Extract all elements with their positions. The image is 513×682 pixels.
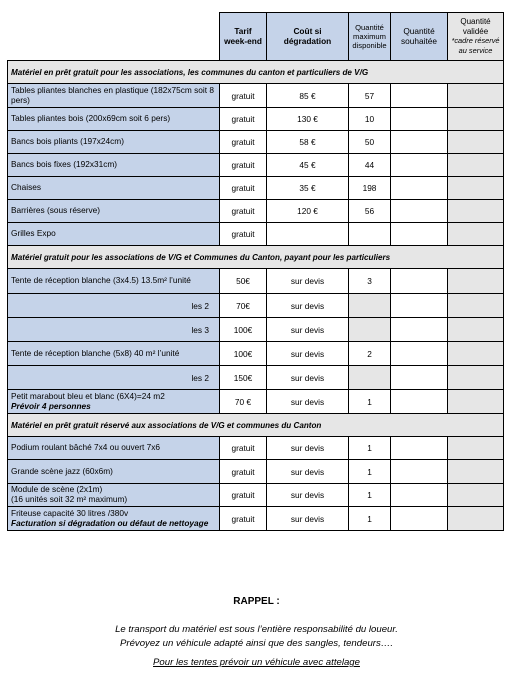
item-qvalidee-field — [448, 200, 504, 223]
item-name-cell — [8, 460, 220, 484]
item-name: Podium roulant bâché 7x4 ou ouvert 7x6 — [11, 442, 160, 453]
item-qvalidee-field — [448, 269, 504, 294]
table-row — [8, 294, 504, 318]
item-qsouhaitee-field — [391, 460, 448, 484]
item-name: Tables pliantes blanches en plastique (182x75cm soit 8 pers) — [11, 84, 214, 105]
section-header-row — [8, 61, 504, 84]
item-cout: sur devis — [267, 269, 349, 294]
item-qvalidee-field — [448, 108, 504, 131]
table-row — [8, 108, 504, 131]
item-qmax — [349, 223, 391, 246]
item-name: Module de scène (2x1m) — [11, 484, 103, 495]
item-tarif: gratuit — [220, 223, 267, 246]
item-qmax: 1 — [349, 507, 391, 531]
item-qmax: 1 — [349, 460, 391, 484]
item-name: Tables pliantes bois (200x69cm soit 6 pers) — [11, 113, 171, 124]
item-cout: sur devis — [267, 437, 349, 460]
item-tarif: gratuit — [220, 131, 267, 154]
item-tarif: gratuit — [220, 484, 267, 507]
item-name: Bancs bois pliants (197x24cm) — [11, 136, 124, 147]
item-name-cell — [8, 131, 220, 154]
item-qvalidee-field — [448, 294, 504, 318]
table-row — [8, 84, 504, 108]
item-cout: sur devis — [267, 342, 349, 366]
item-qmax: 44 — [349, 154, 391, 177]
item-cout: sur devis — [267, 460, 349, 484]
item-qvalidee-field — [448, 84, 504, 108]
item-qsouhaitee-field — [391, 108, 448, 131]
item-tarif: gratuit — [220, 437, 267, 460]
item-qmax: 1 — [349, 437, 391, 460]
item-name: les 2 — [191, 372, 209, 383]
item-qmax: 57 — [349, 84, 391, 108]
item-qvalidee-field — [448, 177, 504, 200]
item-name: Bancs bois fixes (192x31cm) — [11, 159, 118, 170]
item-name: Friteuse capacité 30 litres /380v — [11, 507, 129, 518]
item-name-cell — [8, 177, 220, 200]
item-cout: 35 € — [267, 177, 349, 200]
item-name-cell — [8, 342, 220, 366]
item-qvalidee-field — [448, 366, 504, 390]
equipment-table — [7, 12, 504, 531]
table-row — [8, 366, 504, 390]
item-cout: 45 € — [267, 154, 349, 177]
item-qvalidee-field — [448, 131, 504, 154]
item-cout: 58 € — [267, 131, 349, 154]
section-header-row — [8, 414, 504, 437]
item-tarif: gratuit — [220, 177, 267, 200]
item-name-cell — [8, 437, 220, 460]
item-qmax — [349, 294, 391, 318]
table-row — [8, 318, 504, 342]
item-name: Tente de réception blanche (3x4.5) 13.5m² l’unité — [11, 275, 191, 286]
item-name-cell — [8, 318, 220, 342]
section-title: Matériel en prêt gratuit réservé aux associations de V/G et communes du Canton — [8, 414, 504, 437]
item-qvalidee-field — [448, 484, 504, 507]
table-row — [8, 484, 504, 507]
item-tarif: 150€ — [220, 366, 267, 390]
item-cout: sur devis — [267, 294, 349, 318]
item-cout: 130 € — [267, 108, 349, 131]
item-qvalidee-field — [448, 437, 504, 460]
section-title: Matériel en prêt gratuit pour les associations, les communes du canton et particuliers de V/G — [8, 61, 504, 84]
header-qvalidee-note: *cadre réservé au service — [451, 36, 500, 56]
item-note: Prévoir 4 personnes — [11, 400, 91, 411]
item-qmax: 3 — [349, 269, 391, 294]
item-name-cell — [8, 484, 220, 507]
item-name: Grande scène jazz (60x6m) — [11, 465, 113, 476]
item-qvalidee-field — [448, 507, 504, 531]
item-qmax: 50 — [349, 131, 391, 154]
item-tarif: gratuit — [220, 507, 267, 531]
item-qmax — [349, 318, 391, 342]
header-qvalidee-label: Quantité validée — [460, 17, 491, 36]
item-name: Chaises — [11, 182, 41, 193]
table-row — [8, 131, 504, 154]
item-qsouhaitee-field — [391, 154, 448, 177]
table-row — [8, 460, 504, 484]
item-qsouhaitee-field — [391, 200, 448, 223]
item-qmax: 1 — [349, 484, 391, 507]
item-qsouhaitee-field — [391, 269, 448, 294]
item-name-cell — [8, 269, 220, 294]
rappel-title: RAPPEL : — [233, 596, 280, 607]
item-tarif: gratuit — [220, 84, 267, 108]
item-cout: sur devis — [267, 507, 349, 531]
table-row — [8, 223, 504, 246]
item-qmax: 10 — [349, 108, 391, 131]
item-qvalidee-field — [448, 223, 504, 246]
item-qsouhaitee-field — [391, 84, 448, 108]
item-qsouhaitee-field — [391, 318, 448, 342]
item-name-cell — [8, 154, 220, 177]
item-qmax: 198 — [349, 177, 391, 200]
item-qsouhaitee-field — [391, 437, 448, 460]
item-name-cell — [8, 108, 220, 131]
table-row — [8, 154, 504, 177]
item-name-cell — [8, 507, 220, 531]
item-qsouhaitee-field — [391, 223, 448, 246]
item-qvalidee-field — [448, 342, 504, 366]
item-qsouhaitee-field — [391, 390, 448, 414]
rappel-line-2: Prévoyez un véhicule adapté ainsi que des sangles, tendeurs…. — [119, 638, 394, 649]
item-qvalidee-field — [448, 318, 504, 342]
item-name-cell — [8, 390, 220, 414]
item-qvalidee-field — [448, 460, 504, 484]
section-header-row — [8, 246, 504, 269]
item-name: Tente de réception blanche (5x8) 40 m² l’unité — [11, 347, 180, 358]
item-cout — [267, 223, 349, 246]
item-name: les 3 — [191, 324, 209, 335]
item-name-cell — [8, 84, 220, 108]
item-qsouhaitee-field — [391, 177, 448, 200]
item-qmax: 1 — [349, 390, 391, 414]
item-name: les 2 — [191, 300, 209, 311]
item-qvalidee-field — [448, 390, 504, 414]
item-note: Facturation si dégradation ou défaut de nettoyage — [11, 517, 209, 528]
item-qvalidee-field — [448, 154, 504, 177]
table-row — [8, 200, 504, 223]
item-name-cell — [8, 223, 220, 246]
item-qsouhaitee-field — [391, 294, 448, 318]
item-qsouhaitee-field — [391, 484, 448, 507]
item-qmax: 2 — [349, 342, 391, 366]
item-tarif: gratuit — [220, 108, 267, 131]
item-qsouhaitee-field — [391, 507, 448, 531]
item-cout: sur devis — [267, 390, 349, 414]
item-cout: sur devis — [267, 318, 349, 342]
item-cout: sur devis — [267, 366, 349, 390]
rappel-line-1: Le transport du matériel est sous l’entière responsabilité du loueur. — [115, 624, 398, 635]
item-cout: 85 € — [267, 84, 349, 108]
table-row — [8, 437, 504, 460]
header-cout: Coût si dégradation — [267, 13, 349, 61]
item-qmax: 56 — [349, 200, 391, 223]
item-name: Petit marabout bleu et blanc (6X4)=24 m2 — [11, 390, 165, 401]
item-tarif: 100€ — [220, 342, 267, 366]
item-cout: 120 € — [267, 200, 349, 223]
table-row — [8, 269, 504, 294]
item-tarif: gratuit — [220, 460, 267, 484]
item-name-detail: (16 unités soit 32 m² maximum) — [11, 494, 128, 504]
header-qsouhaitee: Quantité souhaitée — [391, 13, 448, 61]
item-name: Barrières (sous réserve) — [11, 205, 100, 216]
item-name-cell — [8, 366, 220, 390]
item-tarif: gratuit — [220, 154, 267, 177]
header-qvalidee — [448, 13, 504, 61]
table-row — [8, 390, 504, 414]
table-row — [8, 177, 504, 200]
item-name: Grilles Expo — [11, 228, 56, 239]
table-row — [8, 507, 504, 531]
item-tarif: gratuit — [220, 200, 267, 223]
item-name-cell — [8, 294, 220, 318]
item-cout: sur devis — [267, 484, 349, 507]
rappel-line-3: Pour les tentes prévoir un véhicule avec attelage — [153, 657, 360, 668]
header-tarif: Tarif week-end — [220, 13, 267, 61]
item-qsouhaitee-field — [391, 366, 448, 390]
item-tarif: 70€ — [220, 294, 267, 318]
item-tarif: 50€ — [220, 269, 267, 294]
item-tarif: 100€ — [220, 318, 267, 342]
header-blank-cell — [8, 13, 220, 61]
table-row — [8, 342, 504, 366]
header-qmax: Quantité maximum disponible — [349, 13, 391, 61]
item-tarif: 70 € — [220, 390, 267, 414]
item-qsouhaitee-field — [391, 342, 448, 366]
item-qmax — [349, 366, 391, 390]
item-qsouhaitee-field — [391, 131, 448, 154]
section-title: Matériel gratuit pour les associations de V/G et Communes du Canton, payant pour les particuliers — [8, 246, 504, 269]
item-name-cell — [8, 200, 220, 223]
table-header-row — [8, 13, 504, 61]
